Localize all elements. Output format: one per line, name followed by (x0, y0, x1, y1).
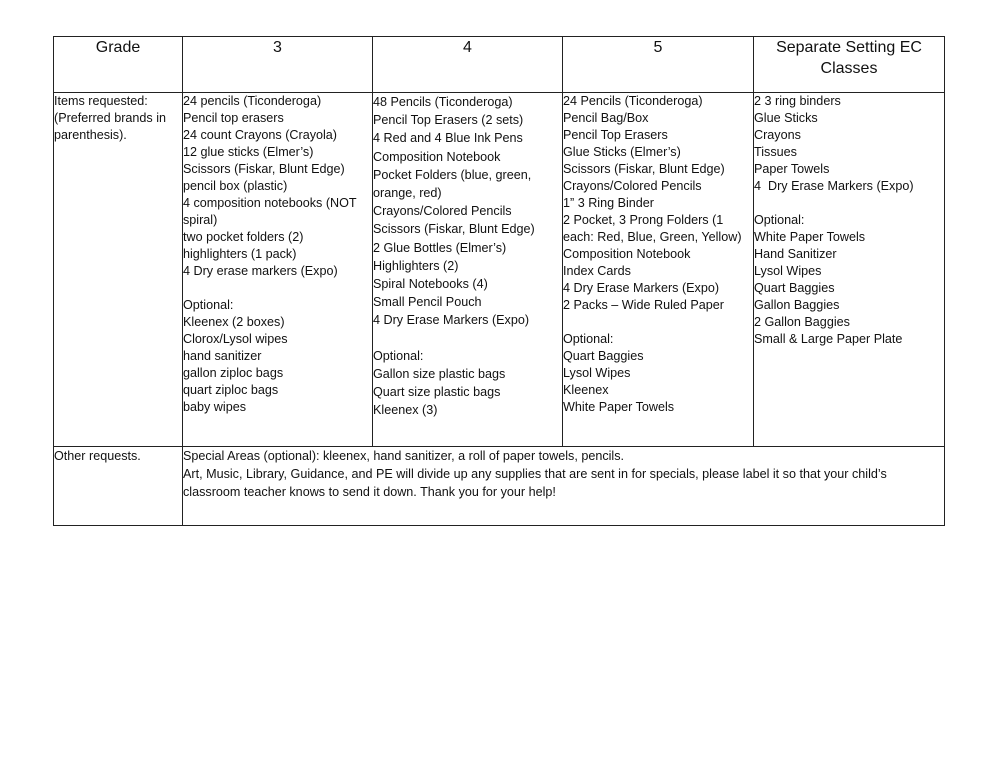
list-item: 24 pencils (Ticonderoga) (183, 94, 322, 108)
spacer (183, 280, 372, 297)
list-item: 4 Dry erase markers (Expo) (183, 264, 338, 278)
list-item: Pencil top erasers (183, 111, 284, 125)
spacer (373, 330, 562, 347)
grade-4-items-cell (373, 93, 563, 447)
items-label-line: (Preferred brands in (54, 111, 166, 125)
list-item: Glue Sticks (754, 111, 818, 125)
list-item: Gallon size plastic bags (373, 366, 506, 381)
list-item: baby wipes (183, 400, 247, 414)
list-item: Hand Sanitizer (754, 247, 837, 261)
list-item: hand sanitizer (183, 349, 262, 363)
items-label-cell (54, 93, 183, 447)
list-item: 2 Glue Bottles (Elmer’s) (373, 240, 507, 255)
list-item: Kleenex (3) (373, 403, 438, 418)
header-grade-5: 5 (563, 37, 754, 93)
list-item: 4 Dry Erase Markers (Expo) (754, 179, 914, 193)
list-item: Scissors (Fiskar, Blunt Edge) (563, 162, 725, 176)
list-item: quart ziploc bags (183, 383, 279, 397)
grade-5-items-cell (563, 93, 754, 447)
list-item: 24 Pencils (Ticonderoga) (563, 94, 703, 108)
list-item: Composition Notebook (563, 247, 691, 261)
list-item: orange, red) (373, 186, 442, 201)
list-item: Quart Baggies (563, 349, 644, 363)
list-item: 2 Packs – Wide Ruled Paper (563, 298, 725, 312)
list-item: Index Cards (563, 264, 631, 278)
specials-note-line: Art, Music, Library, Guidance, and PE will divide up any supplies that are sent in for specials, please label it so that your child’s (183, 467, 887, 481)
list-item: Pencil Top Erasers (2 sets) (373, 113, 524, 128)
list-item: Crayons/Colored Pencils (563, 179, 702, 193)
header-row (54, 37, 945, 93)
list-item: Paper Towels (754, 162, 830, 176)
header-grade-4: 4 (373, 37, 563, 93)
list-item: 4 Dry Erase Markers (Expo) (563, 281, 720, 295)
optional-heading: Optional: (754, 213, 805, 227)
list-item: two pocket folders (2) (183, 230, 304, 244)
items-label-line: parenthesis). (54, 128, 127, 142)
list-item: 24 count Crayons (Crayola) (183, 128, 337, 142)
header-grade-3: 3 (183, 37, 373, 93)
list-item: 2 Pocket, 3 Prong Folders (1 (563, 213, 724, 227)
list-item: Tissues (754, 145, 797, 159)
list-item: Pocket Folders (blue, green, (373, 167, 532, 182)
other-requests-row (54, 447, 945, 526)
special-areas-line: Special Areas (optional): kleenex, hand sanitizer, a roll of paper towels, pencils. (183, 449, 625, 463)
header-ec-classes: Separate Setting EC Classes (754, 37, 945, 93)
list-item: Clorox/Lysol wipes (183, 332, 288, 346)
list-item: highlighters (1 pack) (183, 247, 297, 261)
list-item: Quart Baggies (754, 281, 835, 295)
list-item: each: Red, Blue, Green, Yellow) (563, 230, 742, 244)
list-item: Glue Sticks (Elmer’s) (563, 145, 681, 159)
list-item: Spiral Notebooks (4) (373, 277, 488, 292)
optional-heading: Optional: (373, 348, 424, 363)
list-item: 1” 3 Ring Binder (563, 196, 655, 210)
specials-note-line: classroom teacher knows to send it down. Thank you for your help! (183, 485, 556, 499)
list-item: 4 Red and 4 Blue Ink Pens (373, 131, 523, 146)
items-label-line: Items requested: (54, 94, 148, 108)
list-item: Kleenex (563, 383, 609, 397)
list-item: Crayons (754, 128, 801, 142)
optional-heading: Optional: (563, 332, 614, 346)
list-item: Pencil Top Erasers (563, 128, 668, 142)
optional-heading: Optional: (183, 298, 234, 312)
list-item: Scissors (Fiskar, Blunt Edge) (183, 162, 345, 176)
other-requests-text-cell (183, 447, 945, 526)
spacer (754, 195, 944, 212)
list-item: 2 Gallon Baggies (754, 315, 850, 329)
list-item: pencil box (plastic) (183, 179, 288, 193)
list-item: 4 composition notebooks (NOT (183, 196, 357, 210)
header-grade: Grade (54, 37, 183, 93)
list-item: Gallon Baggies (754, 298, 840, 312)
list-item: White Paper Towels (754, 230, 866, 244)
other-requests-label: Other requests. (54, 449, 141, 463)
items-row (54, 93, 945, 447)
list-item: Crayons/Colored Pencils (373, 204, 512, 219)
list-item: Small & Large Paper Plate (754, 332, 903, 346)
other-requests-label-cell (54, 447, 183, 526)
spacer (563, 314, 753, 331)
list-item: spiral) (183, 213, 218, 227)
supply-list-table (53, 36, 945, 526)
list-item: Lysol Wipes (754, 264, 822, 278)
list-item: Composition Notebook (373, 149, 501, 164)
grade-3-items-cell (183, 93, 373, 447)
ec-classes-items-cell (754, 93, 945, 447)
list-item: 12 glue sticks (Elmer’s) (183, 145, 314, 159)
list-item: Scissors (Fiskar, Blunt Edge) (373, 222, 535, 237)
list-item: Lysol Wipes (563, 366, 631, 380)
list-item: Pencil Bag/Box (563, 111, 649, 125)
list-item: Quart size plastic bags (373, 385, 501, 400)
list-item: White Paper Towels (563, 400, 675, 414)
list-item: 48 Pencils (Ticonderoga) (373, 95, 513, 109)
list-item: 2 3 ring binders (754, 94, 841, 108)
list-item: Highlighters (2) (373, 258, 459, 273)
list-item: 4 Dry Erase Markers (Expo) (373, 313, 530, 328)
list-item: Kleenex (2 boxes) (183, 315, 285, 329)
list-item: gallon ziploc bags (183, 366, 284, 380)
list-item: Small Pencil Pouch (373, 295, 482, 310)
